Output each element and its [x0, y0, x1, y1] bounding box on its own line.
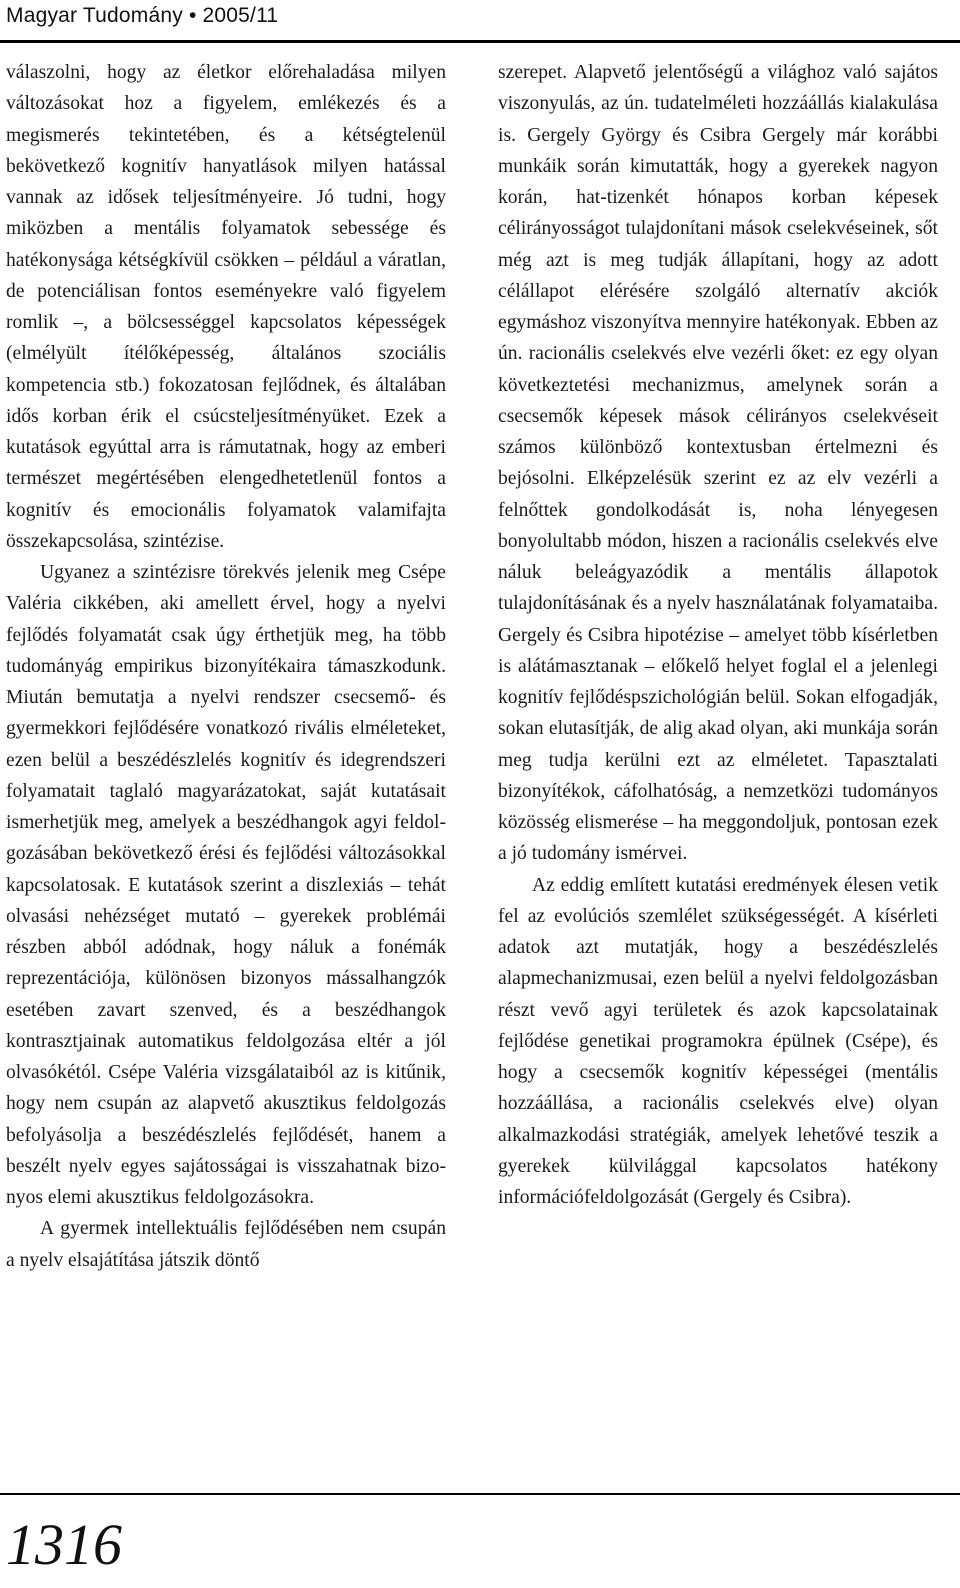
- right-column: [498, 57, 938, 1213]
- right-paragraph-1: szerepet. Alapvető jelentőségű a világhoz való sajátos viszonyulás, az ún. tudatelméleti hozzáállás kialakulása is. Gergely György és Csibra Gergely már korábbi munkáik során kimutatták, hogy a gyerekek nagyon korán, hat-tizenkét hónapos korban képesek célirányosságot tulajdonítani mások cselekvéseinek, sőt még azt is meg tudják állapítani, hogy az adott célállapot elérésére szolgáló alternatív akciók egymáshoz viszonyítva mennyire hatékonyak. Ebben az ún. racionális cselekvés elve vezérli őket: ez egy olyan következtetési mechanizmus, amelynek során a csecsemők képesek mások célirányos cselekvéseit számos különböző kontextusban értelmezni és bejósolni. Elképzelésük szerint ez az elv vezérli a felnőttek gondolkodását is, noha lényegesen bonyolultabb módon, hiszen a racionális cselekvés elve náluk beleágyazódik a mentális állapotok tulajdonításának és a nyelv használatának folyamataiba. Gergely és Csibra hipotézise – amelyet több kísérletben is alátámasztanak – előkelő helyet foglal el a jelenlegi kognitív fejlődéspszichológián belül. Sokan elfogadják, sokan elutasítják, de alig akad olyan, aki munkája során meg tudja kerülni ezt az elméletet. Tapasztalati bizonyítékok, cáfolhatóság, a nemzetközi tudományos közösség elismerése – ha meggondoljuk, pontosan ezek a jó tudomány ismérvei.: [498, 62, 938, 865]
- header-rule: [0, 40, 960, 43]
- left-column: [6, 57, 446, 1276]
- page-number: 1316: [6, 1512, 122, 1577]
- left-paragraph-2: Ugyanez a szintézisre törekvés jelenik meg Csépe Valéria cikkében, aki amellett érvel, hogy a nyelvi fejlődés folyamatát csak úgy érthetjük meg, ha több tudományág empirikus bizonyítékaira támaszkodunk. Miután bemutatja a nyelvi rendszer csecsemő- és gyermekkori fejlődésére vonatkozó rivális elméleteket, ezen belül a beszédészlelés kognitív és idegrendszeri folyamatait taglaló magyarázatokat, saját kutatásait ismerhetjük meg, amelyek a beszédhangok agyi feldolgozásában bekövetkező érési és fejlődési változásokkal kapcsolatosak. E kutatások szerint a diszlexiás – tehát olvasási nehézséget mutató – gyerekek problémái részben abból adódnak, hogy náluk a fonémák reprezentációja, különösen bizonyos mássalhangzók esetében zavart szenved, és a beszédhangok kontrasztjainak automatikus feldolgozása eltér a jól olvasókétól. Csépe Valéria vizsgálataiból az is kitűnik, hogy nem csupán az alapvető akusztikus feldolgozás befolyásolja a beszédészlelés fejlődését, hanem a beszélt nyelv egyes sajátosságai is visszahatnak bizonyos elemi akusztikus feldolgozásokra.: [6, 562, 446, 1208]
- left-paragraph-1: válaszolni, hogy az életkor előrehaladása milyen változásokat hoz a figyelem, emlékezés és a megismerés tekintetében, és a kétségtelenül bekövetkező kognitív hanyatlások milyen hatással vannak az idősek teljesítményeire. Jó tudni, hogy miközben a mentális folyamatok sebessége és hatékonysága kétségkívül csökken – például a váratlan, de potenciálisan fontos eseményekre való figyelem romlik –, a bölcsességgel kapcsolatos képességek (elmélyült ítélőképesség, általános szociális kompetencia stb.) fokozatosan fejlődnek, és általában idős korban érik el csúcsteljesítményüket. Ezek a kutatások egyúttal arra is rámutatnak, hogy az emberi természet megértésében elengedhetetlenül fontos a kognitív és emocionális folyamatok valamifajta összekapcsolása, szintézise.: [6, 62, 446, 552]
- footer-rule: [0, 1493, 960, 1495]
- running-header: Magyar Tudomány • 2005/11: [6, 4, 279, 27]
- left-paragraph-3: A gyermek intellektuális fejlődésében nem csupán a nyelv elsajátítása játszik döntő: [6, 1218, 446, 1271]
- right-paragraph-2: Az eddig említett kutatási eredmények élesen vetik fel az evolúciós szemlélet szükségességét. A kísérleti adatok azt mutatják, hogy a beszédészlelés alapmechanizmusai, ezen belül a nyelvi feldolgozásban részt vevő agyi területek és azok kapcsolatainak fejlődése genetikai programokra épülnek (Csépe), és hogy a csecsemők kognitív képességei (mentális hozzáállása, a racionális cselekvés elve) olyan alkalmazkodási stratégiák, amelyek lehetővé teszik a gyerekek külvilággal kapcsolatos hatékony információfeldolgozását (Gergely és Csibra).: [498, 874, 938, 1208]
